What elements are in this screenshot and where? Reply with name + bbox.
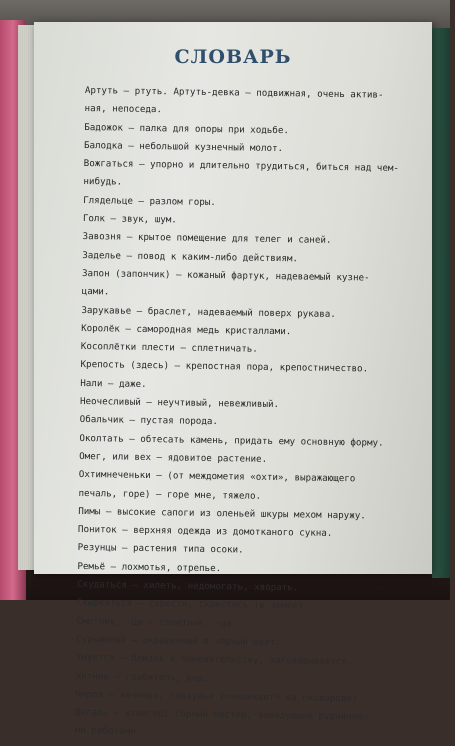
glossary-line: Запон (запончик) — кожаный фартук, надеваемый кузне- xyxy=(81,267,370,284)
glossary-line: нибудь. xyxy=(83,176,123,189)
glossary-line: ми работами. xyxy=(74,725,142,738)
glossary-line: Завозня — крытое помещение для телег и саней. xyxy=(82,231,332,247)
glossary-line: Королёк — самородная медь кристаллами. xyxy=(81,322,292,338)
glossary-line: Скудаться — хилеть, недомогать, хворать. xyxy=(77,578,299,594)
glossary-line: Крепость (здесь) — крепостная пора, крепостничество. xyxy=(80,359,369,375)
glossary-entries xyxy=(75,82,455,746)
glossary-line: Нали — даже. xyxy=(80,377,147,390)
glossary-line: Артуть — ртуть. Артуть-девка — подвижная, очень актив- xyxy=(84,84,384,101)
glossary-line: Омег, или вех — ядовитое растение. xyxy=(79,450,268,465)
glossary-line: Пониток — верхняя одежда из домотканого сукна. xyxy=(77,524,333,540)
book-page xyxy=(34,22,432,738)
glossary-line: Обальчик — пустая порода. xyxy=(79,414,219,428)
glossary-line: Косоплётки плести — сплетничать. xyxy=(80,341,258,355)
glossary-line: цами. xyxy=(81,286,110,298)
glossary-line: Зарукавье — браслет, надеваемый поверх рукава. xyxy=(81,304,336,320)
glossary-line: Хитник — грабитель, вор. xyxy=(75,670,209,684)
glossary-line: печаль, горе) — горе мне, тяжело. xyxy=(78,487,262,502)
glossary-line: Смотник, -ца — сплетник, -ца. xyxy=(76,615,238,630)
glossary-line: Околтать — обтесать камень, придать ему основную форму. xyxy=(79,432,384,449)
glossary-line: Резунцы — растения типа осоки. xyxy=(77,542,244,556)
glossary-line: Чирла — яичница, глазунья («чирикает» на сковороде). xyxy=(75,688,364,705)
glossary-line: Ремьё — лохмотья, отрепье. xyxy=(77,560,222,574)
glossary-line: Щегарь — штейгер; горный мастер, заведующий руднично- xyxy=(75,707,369,723)
glossary-line: Голк — звук, шум. xyxy=(82,213,177,226)
glossary-line: Глядельце — разлом горы. xyxy=(83,194,216,208)
page-title: СЛОВАРЬ xyxy=(174,46,292,68)
glossary-line: Охтимнеченьки — (от междометия «охти», выражающего xyxy=(78,469,356,485)
glossary-line: Балодка — небольшой кузнечный молот. xyxy=(83,139,284,155)
glossary-line: Умуется — близок к помешательству, заговаривается. xyxy=(75,652,353,668)
glossary-line: Неочесливый — неучтивый, невежливый. xyxy=(79,396,280,411)
glossary-line: Вожгаться — упорно и длительно трудиться, биться над чем- xyxy=(83,158,400,175)
glossary-line: ная, непоседа. xyxy=(84,103,163,116)
glossary-line: Заделье — повод к каким-либо действиям. xyxy=(82,249,299,265)
glossary-line: Сурьмяный — окрашенный в чёрный цвет. xyxy=(76,633,281,649)
glossary-line: Пимы — высокие сапоги из оленьей шкуры мехом наружу. xyxy=(78,505,366,522)
glossary-line: Бадожок — палка для опоры при ходьбе. xyxy=(84,121,290,136)
glossary-line: Скыркаться — скрести, скрестись (в земле). xyxy=(76,597,310,612)
